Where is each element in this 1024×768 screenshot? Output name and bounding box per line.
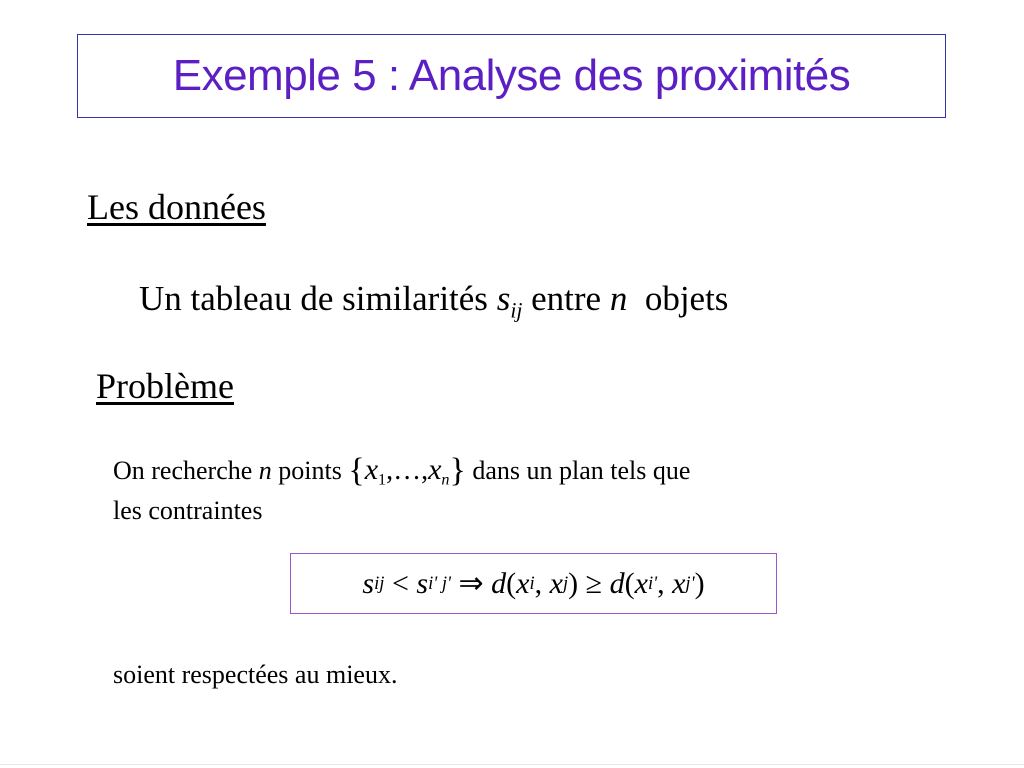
problem-n-symbol: n (258, 456, 272, 485)
slide-title: Exemple 5 : Analyse des proximités (172, 51, 851, 100)
data-description (139, 279, 729, 323)
f-s1-sub: ij (374, 572, 385, 594)
problem-text-2: points (271, 456, 349, 485)
brace-open: { (348, 452, 365, 489)
f-comma1: , (534, 566, 550, 600)
f-s2-sub: i' j' (428, 572, 451, 594)
f-x3-sub: i' (647, 572, 658, 594)
heading-data: Les données (87, 187, 266, 227)
f-close1: ) (568, 566, 579, 600)
problem-text-3: dans un plan tels que (465, 456, 691, 485)
heading-problem: Problème (96, 366, 234, 406)
f-x3: x (634, 566, 648, 600)
f-comma2: , (657, 566, 673, 600)
problem-line-1 (113, 452, 690, 490)
s-symbol: s (496, 279, 511, 318)
data-text-2: entre (522, 279, 610, 318)
f-implies: ⇒ (451, 567, 492, 600)
bottom-divider (0, 764, 1024, 765)
x-symbol-last: x (428, 453, 442, 486)
s-subscript: ij (510, 298, 523, 323)
f-d2: d (609, 566, 625, 600)
problem-line-2: les contraintes (113, 496, 263, 525)
problem-text-1: On recherche (113, 456, 259, 485)
f-s1: s (362, 566, 375, 600)
f-s2: s (416, 566, 429, 600)
f-x4-sub: j' (685, 572, 695, 594)
data-text-3: objets (627, 279, 729, 318)
x-last-subscript: n (441, 471, 450, 489)
f-d1: d (491, 566, 507, 600)
x-first-subscript: 1 (378, 471, 387, 489)
constraint-formula (290, 553, 777, 614)
f-x4: x (672, 566, 686, 600)
title-box (77, 34, 946, 118)
f-open1: ( (506, 566, 517, 600)
f-x1: x (516, 566, 530, 600)
ellipsis: ,…, (386, 455, 429, 486)
conclusion-text: soient respectées au mieux. (113, 660, 398, 689)
f-x2-sub: j (562, 572, 569, 594)
n-symbol: n (609, 279, 628, 318)
f-x1-sub: i (529, 572, 535, 594)
brace-close: } (449, 452, 466, 489)
f-lt: < (384, 566, 417, 600)
f-open2: ( (624, 566, 635, 600)
data-text-1: Un tableau de similarités (139, 279, 497, 318)
f-x2: x (549, 566, 563, 600)
x-symbol-first: x (364, 453, 379, 486)
f-close2: ) (694, 566, 705, 600)
f-geq: ≥ (578, 566, 610, 600)
